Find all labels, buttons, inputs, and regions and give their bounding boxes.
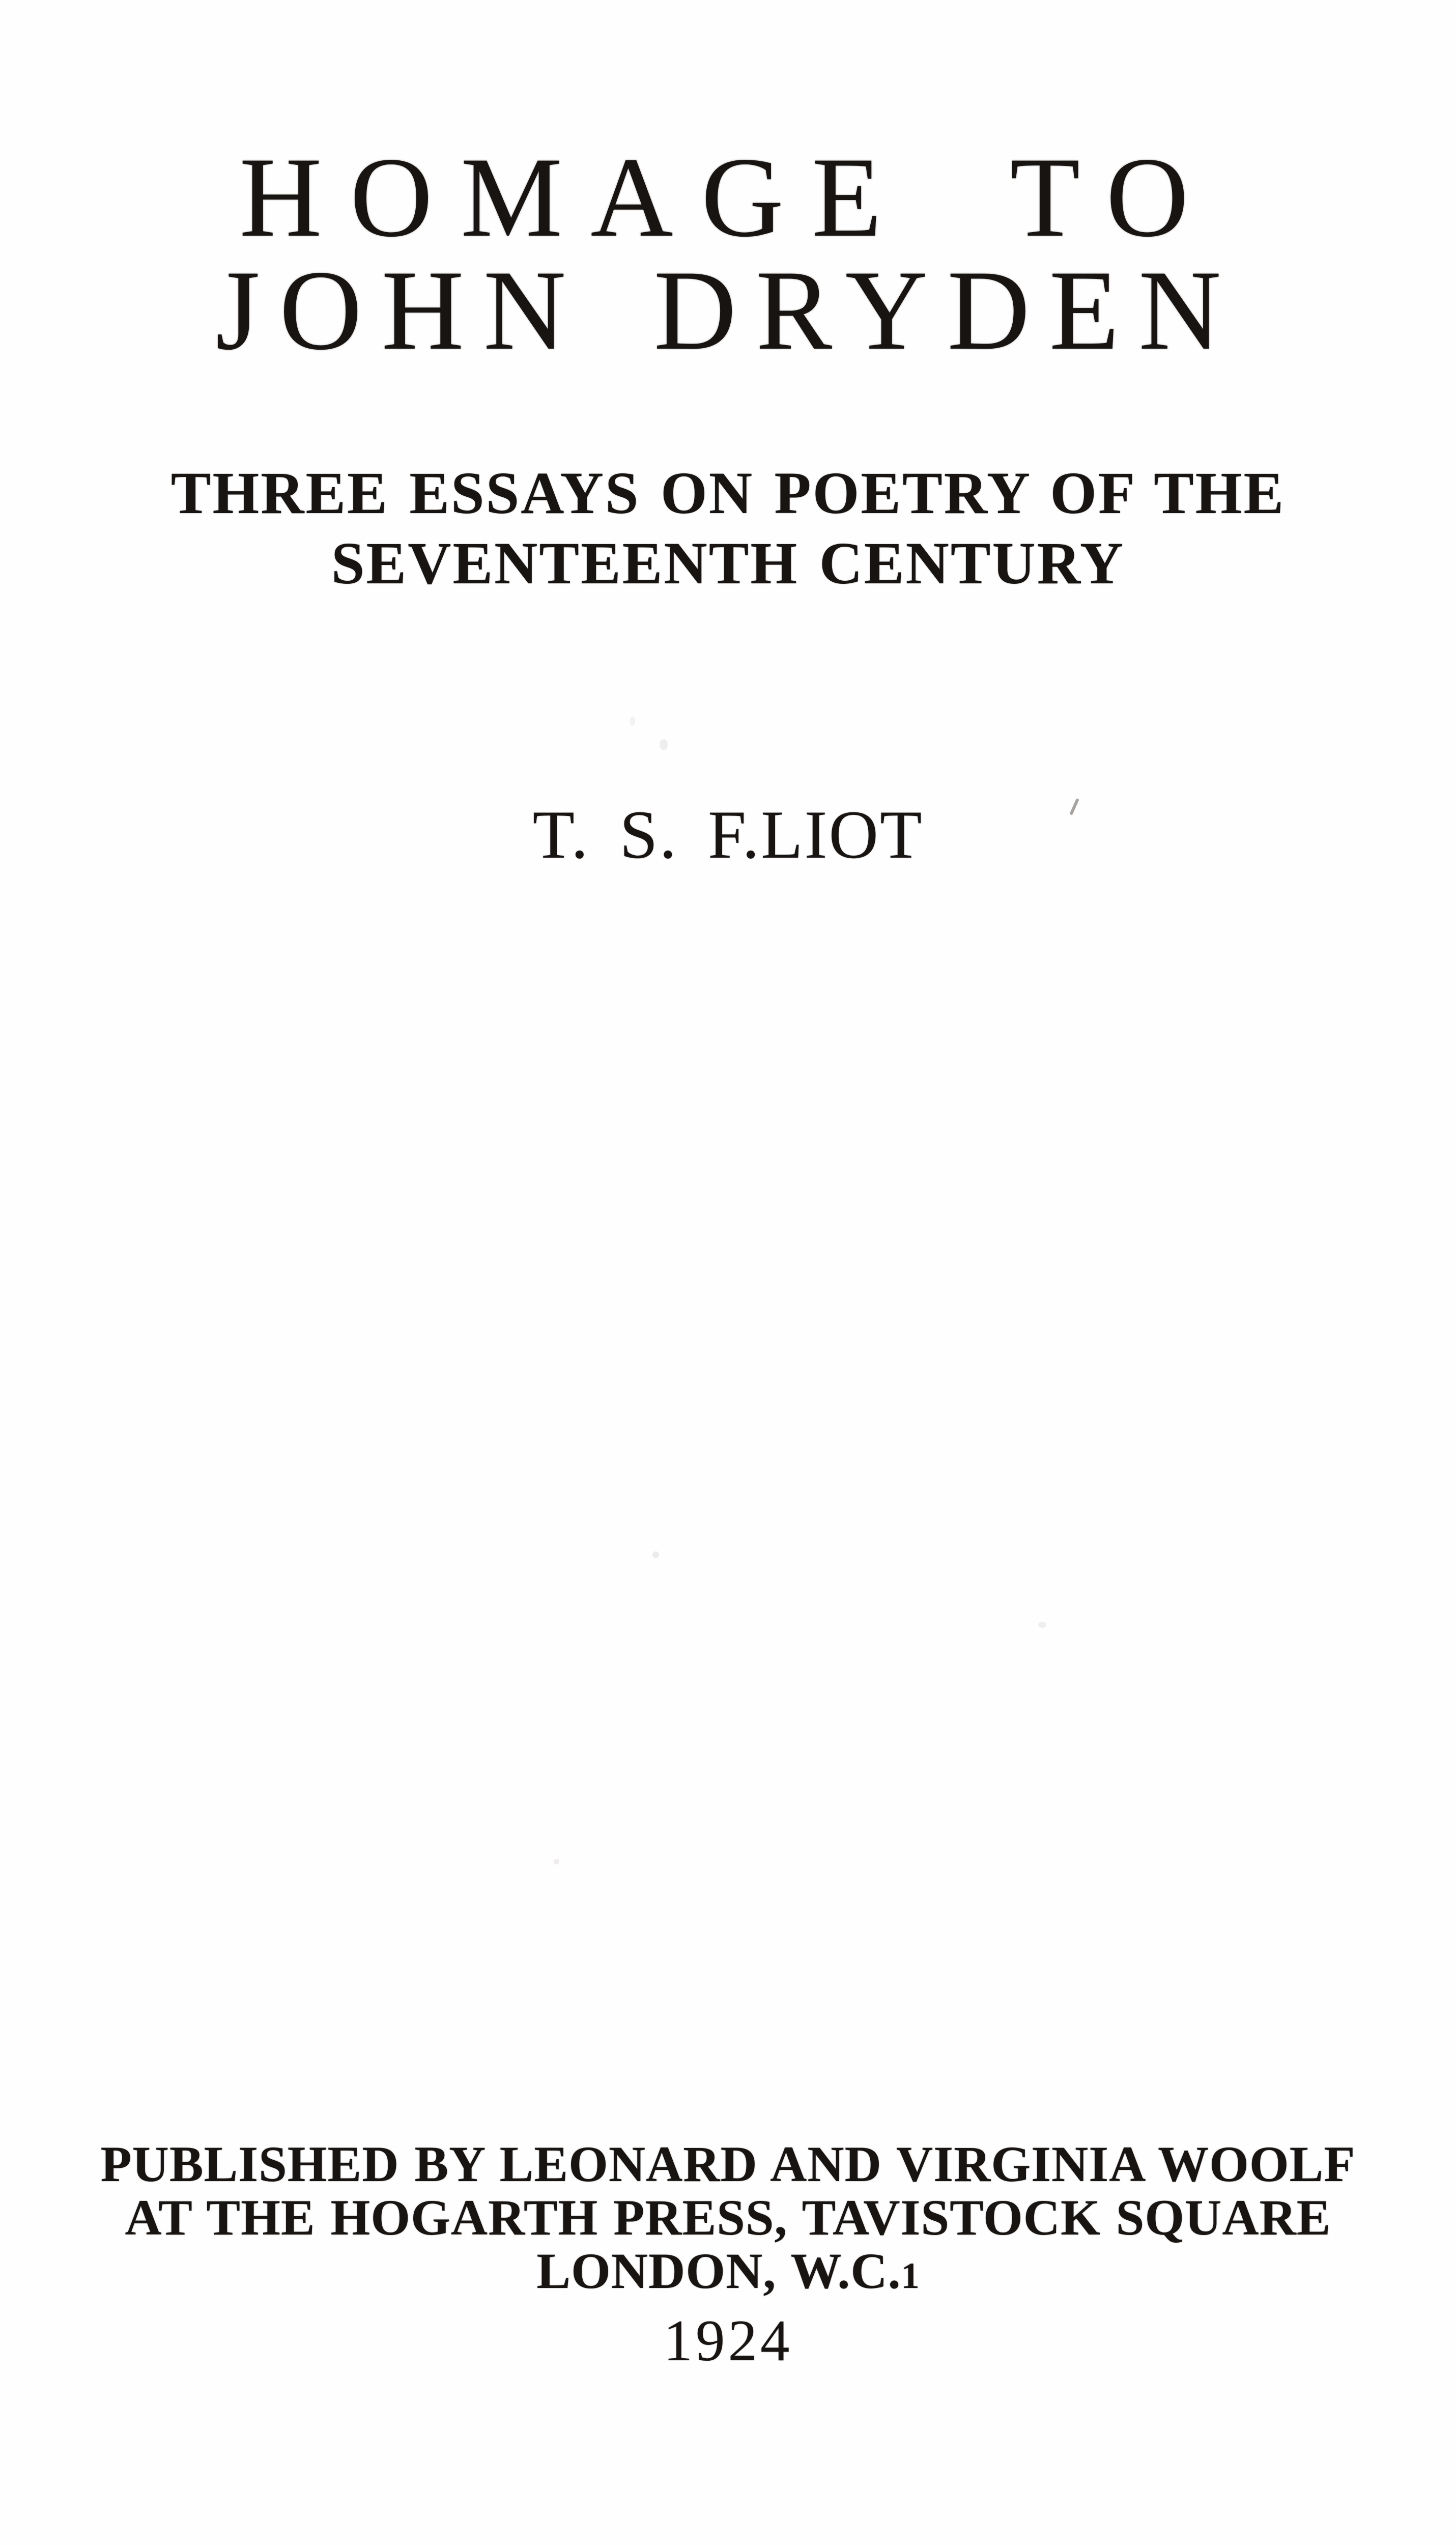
publisher-imprint <box>0 2137 1456 2303</box>
book-subtitle-line-1: THREE ESSAYS ON POETRY OF THE <box>170 460 1286 526</box>
book-title <box>0 133 1456 374</box>
book-subtitle-line-2: SEVENTEENTH CENTURY <box>331 530 1125 597</box>
scan-artifact-speck <box>554 1859 559 1864</box>
author-name: T. S. F.LIOT <box>532 797 924 873</box>
scan-artifact-speck <box>1038 1622 1046 1628</box>
book-title-line-2: JOHN DRYDEN <box>215 246 1241 374</box>
imprint-line-1: PUBLISHED BY LEONARD AND VIRGINIA WOOLF <box>100 2136 1356 2192</box>
imprint-city-line <box>0 2244 1456 2303</box>
scan-artifact-speck <box>630 717 635 726</box>
book-title-line-1: HOMAGE TO <box>239 133 1217 261</box>
publication-year: 1924 <box>663 2308 793 2373</box>
scan-artifact-speck <box>660 739 668 750</box>
imprint-line-2: AT THE HOGARTH PRESS, TAVISTOCK SQUARE <box>125 2189 1331 2246</box>
book-subtitle <box>0 458 1456 599</box>
imprint-postal-digit: 1 <box>901 2255 920 2296</box>
scan-artifact-speck <box>652 1551 659 1558</box>
imprint-city-text: LONDON, W.C. <box>536 2243 901 2299</box>
